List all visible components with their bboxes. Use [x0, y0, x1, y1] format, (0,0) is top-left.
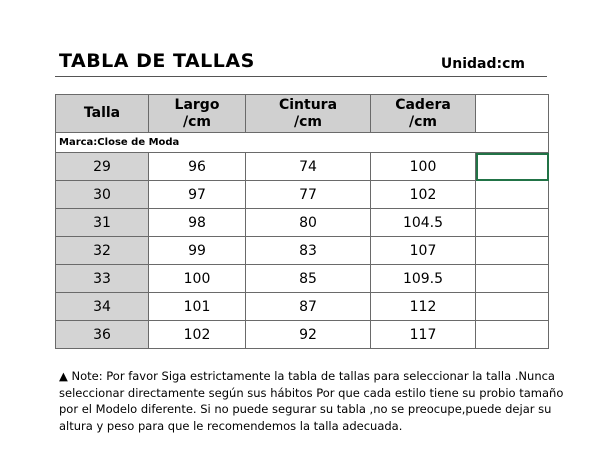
table-row — [56, 265, 549, 293]
largo-cell: 99 — [149, 237, 246, 265]
note-line: ▲ Note: Por favor Siga estrictamente la tabla de tallas para seleccionar la talla .Nunca — [59, 369, 555, 383]
size-note — [59, 368, 564, 434]
note-line: altura y peso para que le recomendemos la talla adecuada. — [59, 418, 403, 433]
cintura-cell: 83 — [246, 237, 371, 265]
column-header-cintura — [246, 95, 371, 133]
cintura-cell: 74 — [246, 153, 371, 181]
empty-cell — [476, 293, 549, 321]
column-header-label: Cadera — [395, 96, 451, 113]
cadera-cell: 112 — [371, 293, 476, 321]
column-header-talla — [56, 95, 149, 133]
empty-cell — [476, 181, 549, 209]
column-header-unit: /cm — [409, 113, 437, 130]
empty-cell — [476, 237, 549, 265]
largo-cell: 100 — [149, 265, 246, 293]
brand-label: Marca:Close de Moda — [56, 133, 549, 153]
largo-cell: 101 — [149, 293, 246, 321]
cintura-cell: 92 — [246, 321, 371, 349]
note-line: por el Modelo diferente. Si no puede segurar su tabla ,no se preocupe,puede dejar su — [59, 402, 552, 416]
cadera-cell: 117 — [371, 321, 476, 349]
column-header-label: Cintura — [278, 96, 338, 113]
table-row — [56, 181, 549, 209]
title-divider — [55, 76, 547, 77]
talla-cell: 29 — [56, 153, 149, 181]
size-table — [55, 94, 549, 349]
cadera-cell: 102 — [371, 181, 476, 209]
column-header-unit: /cm — [183, 113, 211, 130]
talla-cell: 30 — [56, 181, 149, 209]
cadera-cell: 109.5 — [371, 265, 476, 293]
column-header-label: Talla — [83, 105, 121, 121]
table-row — [56, 321, 549, 349]
column-header-empty — [476, 95, 549, 133]
column-header-cadera — [371, 95, 476, 133]
cintura-cell: 85 — [246, 265, 371, 293]
page-title: TABLA DE TALLAS — [59, 50, 255, 72]
largo-cell: 98 — [149, 209, 246, 237]
cintura-cell: 80 — [246, 209, 371, 237]
talla-cell: 31 — [56, 209, 149, 237]
empty-cell — [476, 265, 549, 293]
table-row — [56, 209, 549, 237]
cintura-cell: 87 — [246, 293, 371, 321]
cadera-cell: 104.5 — [371, 209, 476, 237]
unit-label: Unidad:cm — [440, 56, 525, 72]
column-header-largo — [149, 95, 246, 133]
largo-cell: 96 — [149, 153, 246, 181]
cintura-cell: 77 — [246, 181, 371, 209]
header-row — [56, 95, 549, 133]
selected-cell[interactable] — [476, 153, 549, 181]
table-row — [56, 153, 549, 181]
largo-cell: 102 — [149, 321, 246, 349]
cadera-cell: 100 — [371, 153, 476, 181]
talla-cell: 36 — [56, 321, 149, 349]
table-row — [56, 237, 549, 265]
talla-cell: 32 — [56, 237, 149, 265]
cadera-cell: 107 — [371, 237, 476, 265]
talla-cell: 34 — [56, 293, 149, 321]
column-header-label: Largo — [174, 96, 220, 113]
column-header-unit: /cm — [294, 113, 322, 130]
note-line: seleccionar directamente según sus hábitos Por que cada estilo tiene su probio tamaño — [59, 385, 564, 400]
brand-row — [56, 133, 549, 153]
empty-cell — [476, 321, 549, 349]
talla-cell: 33 — [56, 265, 149, 293]
largo-cell: 97 — [149, 181, 246, 209]
empty-cell — [476, 209, 549, 237]
table-row — [56, 293, 549, 321]
